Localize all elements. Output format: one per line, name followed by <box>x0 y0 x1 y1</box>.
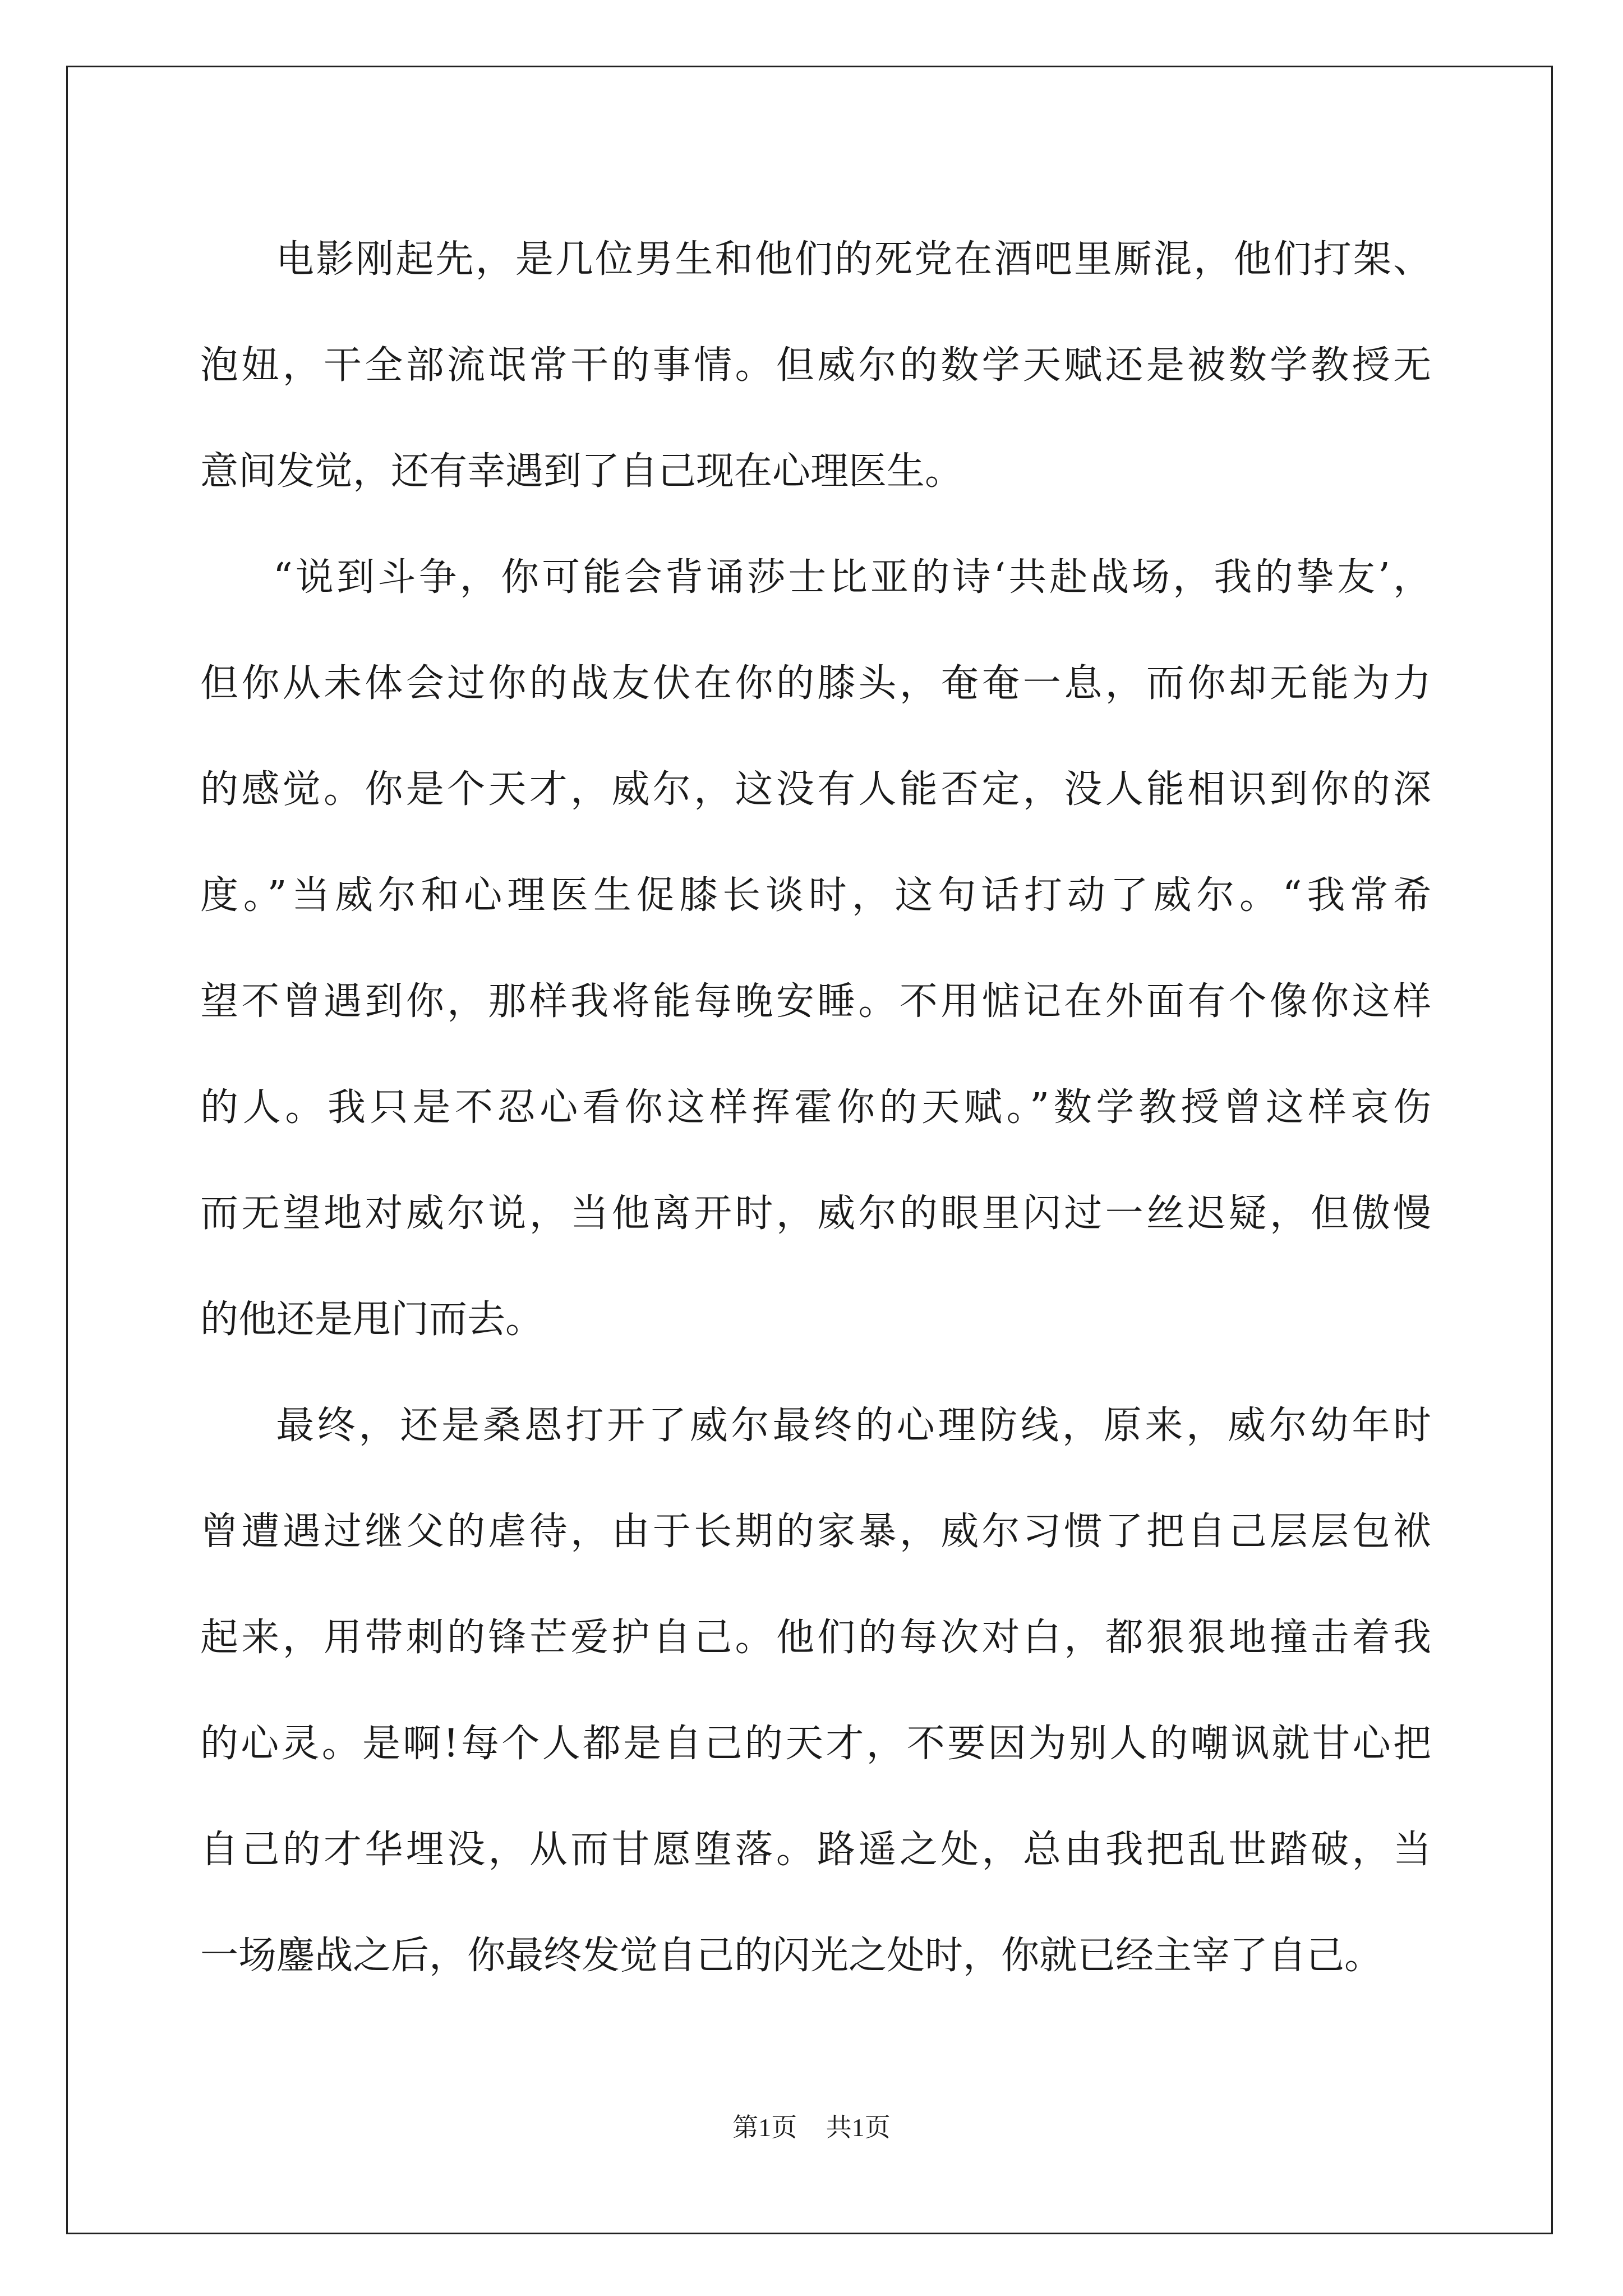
paragraph-2-line-4: 度。”当威尔和心理医生促膝长谈时，这句话打动了威尔。“我常希 <box>200 873 1431 918</box>
paragraph-3-line-2: 曾遭遇过继父的虐待，由于长期的家暴，威尔习惯了把自己层层包袱 <box>200 1510 1431 1554</box>
paragraph-1-line-3: 意间发觉，还有幸遇到了自己现在心理医生。 <box>200 449 963 494</box>
paragraph-3-line-3: 起来，用带刺的锋芒爱护自己。他们的每次对白，都狠狠地撞击着我 <box>200 1616 1431 1660</box>
paragraph-2-line-6: 的人。我只是不忍心看你这样挥霍你的天赋。”数学教授曾这样哀伤 <box>200 1085 1431 1130</box>
page-number: 第1页 <box>732 2113 797 2142</box>
paragraph-2-line-5: 望不曾遇到你，那样我将能每晚安睡。不用惦记在外面有个像你这样 <box>200 979 1431 1024</box>
paragraph-2-line-2: 但你从未体会过你的战友伏在你的膝头，奄奄一息，而你却无能为力 <box>200 661 1431 706</box>
paragraph-1-line-1: 电影刚起先，是几位男生和他们的死党在酒吧里厮混，他们打架、 <box>276 237 1431 282</box>
paragraph-3-line-4: 的心灵。是啊!每个人都是自己的天才，不要因为别人的嘲讽就甘心把 <box>200 1722 1431 1766</box>
page-footer <box>0 2107 1623 2144</box>
paragraph-3-line-6: 一场鏖战之后，你最终发觉自己的闪光之处时，你就已经主宰了自己。 <box>200 1934 1383 1978</box>
paragraph-1-line-2: 泡妞，干全部流氓常干的事情。但威尔的数学天赋还是被数学教授无 <box>200 343 1431 388</box>
document-body <box>200 206 1431 2009</box>
paragraph-2-line-8: 的他还是甩门而去。 <box>200 1297 544 1342</box>
paragraph-3-line-1: 最终，还是桑恩打开了威尔最终的心理防线，原来，威尔幼年时 <box>276 1404 1431 1448</box>
page-total: 共1页 <box>826 2113 891 2142</box>
paragraph-2-line-1: “说到斗争，你可能会背诵莎士比亚的诗‘共赴战场，我的挚友’， <box>273 555 1431 600</box>
paragraph-2-line-7: 而无望地对威尔说，当他离开时，威尔的眼里闪过一丝迟疑，但傲慢 <box>200 1191 1431 1236</box>
paragraph-2-line-3: 的感觉。你是个天才，威尔，这没有人能否定，没人能相识到你的深 <box>200 767 1431 812</box>
paragraph-3-line-5: 自己的才华埋没，从而甘愿堕落。路遥之处，总由我把乱世踏破，当 <box>200 1828 1431 1872</box>
